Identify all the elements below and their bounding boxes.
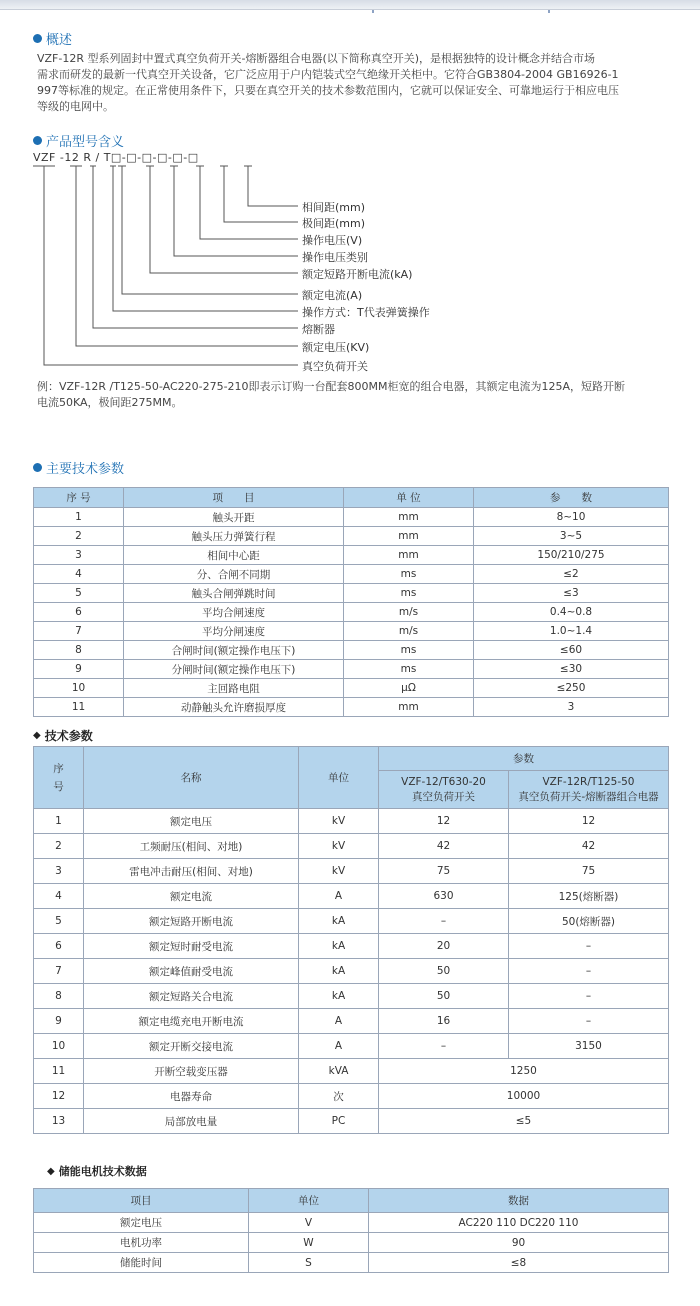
table-cell: 电机功率 xyxy=(34,1233,249,1253)
table-cell: 42 xyxy=(379,834,509,859)
table-cell: kA xyxy=(299,934,379,959)
table-cell: 630 xyxy=(379,884,509,909)
table-cell: 3 xyxy=(34,546,124,565)
table-row xyxy=(34,1233,669,1253)
legend-label: 相间距(mm) xyxy=(302,201,366,214)
table-cell: – xyxy=(509,934,669,959)
table-cell: μΩ xyxy=(344,679,474,698)
table-row xyxy=(34,884,669,909)
tech-params-table xyxy=(33,746,669,1134)
table-cell: 125(熔断器) xyxy=(509,884,669,909)
table-cell: kVA xyxy=(299,1059,379,1084)
table-cell: kA xyxy=(299,959,379,984)
table-row xyxy=(34,584,669,603)
table-cell: – xyxy=(379,909,509,934)
table-cell: 11 xyxy=(34,1059,84,1084)
table-cell: 1 xyxy=(34,508,124,527)
table-cell: W xyxy=(249,1233,369,1253)
tech-params-heading: ◆ 技术参数 xyxy=(33,729,93,743)
table-row xyxy=(34,1059,669,1084)
table-row xyxy=(34,1084,669,1109)
diamond-bullet-icon: ◆ xyxy=(33,730,41,741)
table-cell: 16 xyxy=(379,1009,509,1034)
table-row xyxy=(34,959,669,984)
legend-label: 额定电压(KV) xyxy=(302,341,370,354)
table-cell: m/s xyxy=(344,622,474,641)
table-cell: A xyxy=(299,1034,379,1059)
table-cell: PC xyxy=(299,1109,379,1134)
table-cell: 10 xyxy=(34,1034,84,1059)
table-cell: 储能时间 xyxy=(34,1253,249,1273)
table-cell: kV xyxy=(299,809,379,834)
table-header-row: 序 号 项 目 单 位 参 数 xyxy=(34,488,669,508)
table-cell: 8~10 xyxy=(474,508,669,527)
table-cell: 相间中心距 xyxy=(124,546,344,565)
table-cell: ms xyxy=(344,660,474,679)
table-row xyxy=(34,1109,669,1134)
table-cell: 3~5 xyxy=(474,527,669,546)
motor-table xyxy=(33,1188,669,1273)
table-cell: 额定电压 xyxy=(84,809,299,834)
table-cell: 额定短时耐受电流 xyxy=(84,934,299,959)
table-cell: kA xyxy=(299,909,379,934)
table-row xyxy=(34,641,669,660)
table-cell: – xyxy=(379,1034,509,1059)
table-cell: – xyxy=(509,1009,669,1034)
table-row xyxy=(34,984,669,1009)
table-cell: 8 xyxy=(34,984,84,1009)
table-row xyxy=(34,859,669,884)
table-row xyxy=(34,934,669,959)
table-cell: 次 xyxy=(299,1084,379,1109)
model-heading: 产品型号含义 xyxy=(33,131,124,150)
table-cell: – xyxy=(509,959,669,984)
overview-heading: 概述 xyxy=(33,29,72,48)
table-row xyxy=(34,622,669,641)
table-cell: 触头开距 xyxy=(124,508,344,527)
table-header-row: VZF-12/T630-20 真空负荷开关 VZF-12R/T125-50 真空负荷开关-熔断器组合电器 xyxy=(34,771,669,809)
table-cell: 额定短路开断电流 xyxy=(84,909,299,934)
table-cell: 1.0~1.4 xyxy=(474,622,669,641)
table-cell: 7 xyxy=(34,622,124,641)
legend-label: 操作电压(V) xyxy=(302,234,363,247)
table-cell: 10000 xyxy=(379,1084,669,1109)
table-cell: ≤5 xyxy=(379,1109,669,1134)
table-row xyxy=(34,909,669,934)
table-row xyxy=(34,508,669,527)
table-row xyxy=(34,660,669,679)
table-cell: 额定电压 xyxy=(34,1213,249,1233)
table-cell: 3150 xyxy=(509,1034,669,1059)
table-cell: 局部放电量 xyxy=(84,1109,299,1134)
table-cell: 合闸时间(额定操作电压下) xyxy=(124,641,344,660)
table-cell: 12 xyxy=(34,1084,84,1109)
model-legend-lines xyxy=(0,0,700,380)
table-cell: ms xyxy=(344,584,474,603)
table-cell: 触头压力弹簧行程 xyxy=(124,527,344,546)
table-cell: 电器寿命 xyxy=(84,1084,299,1109)
model-code: VZF -12 R / T□-□-□-□-□-□ xyxy=(33,151,199,164)
table-cell: AC220 110 DC220 110 xyxy=(369,1213,669,1233)
table-cell: 50(熔断器) xyxy=(509,909,669,934)
table-cell: 2 xyxy=(34,834,84,859)
overview-paragraph: VZF-12R 型系列固封中置式真空负荷开关-熔断器组合电器(以下简称真空开关)，是根据独特的设计概念并结合市场 需求而研发的最新一代真空开关设备，它广泛应用于户内铠装式空气绝缘开关柜中。它符合GB3804-2004 GB16926-1 997等标准的规定。在正常使用条件下，只要在真空开关的技术参数范围内，它就可以保证安全、可靠地运行于相应电压 等级的电网中。 xyxy=(37,52,619,113)
table-cell: 12 xyxy=(379,809,509,834)
table-row xyxy=(34,679,669,698)
table-row xyxy=(34,698,669,717)
table-cell: 4 xyxy=(34,884,84,909)
table-cell: mm xyxy=(344,508,474,527)
table-cell: 150/210/275 xyxy=(474,546,669,565)
table-cell: 5 xyxy=(34,584,124,603)
table-cell: 主回路电阻 xyxy=(124,679,344,698)
legend-label: 极间距(mm) xyxy=(302,217,366,230)
table-header-row: 序 号 名称 单位 参数 xyxy=(34,747,669,771)
table-cell: 触头合闸弹跳时间 xyxy=(124,584,344,603)
main-params-heading: 主要技术参数 xyxy=(33,458,124,477)
table-cell: 分、合闸不同期 xyxy=(124,565,344,584)
table-cell: 2 xyxy=(34,527,124,546)
table-cell: 5 xyxy=(34,909,84,934)
table-cell: 额定电缆充电开断电流 xyxy=(84,1009,299,1034)
legend-label: 操作方式：T代表弹簧操作 xyxy=(302,306,430,319)
table-cell: 额定开断交接电流 xyxy=(84,1034,299,1059)
table-cell: 6 xyxy=(34,934,84,959)
table-cell: kA xyxy=(299,984,379,1009)
table-cell: A xyxy=(299,884,379,909)
table-cell: 13 xyxy=(34,1109,84,1134)
table-cell: 平均分闸速度 xyxy=(124,622,344,641)
table-cell: ≤8 xyxy=(369,1253,669,1273)
table-cell: 分闸时间(额定操作电压下) xyxy=(124,660,344,679)
legend-label: 真空负荷开关 xyxy=(302,360,368,373)
table-cell: 7 xyxy=(34,959,84,984)
table-cell: ≤2 xyxy=(474,565,669,584)
table-cell: mm xyxy=(344,546,474,565)
legend-label: 操作电压类别 xyxy=(302,251,368,264)
table-cell: 12 xyxy=(509,809,669,834)
table-cell: 3 xyxy=(34,859,84,884)
table-cell: ≤60 xyxy=(474,641,669,660)
table-row xyxy=(34,1253,669,1273)
table-cell: 20 xyxy=(379,934,509,959)
table-cell: 9 xyxy=(34,660,124,679)
table-cell: ms xyxy=(344,641,474,660)
table-row xyxy=(34,834,669,859)
table-cell: ≤30 xyxy=(474,660,669,679)
legend-label: 额定短路开断电流(kA) xyxy=(302,268,413,281)
table-cell: m/s xyxy=(344,603,474,622)
table-cell: 50 xyxy=(379,984,509,1009)
table-row xyxy=(34,565,669,584)
table-cell: kV xyxy=(299,834,379,859)
table-header-row: 项目 单位 数据 xyxy=(34,1189,669,1213)
table-cell: 10 xyxy=(34,679,124,698)
table-cell: 11 xyxy=(34,698,124,717)
table-row xyxy=(34,603,669,622)
table-cell: kV xyxy=(299,859,379,884)
table-cell: ≤250 xyxy=(474,679,669,698)
table-cell: 1250 xyxy=(379,1059,669,1084)
legend-label: 额定电流(A) xyxy=(302,289,363,302)
table-cell: 4 xyxy=(34,565,124,584)
table-cell: 8 xyxy=(34,641,124,660)
table-cell: 开断空载变压器 xyxy=(84,1059,299,1084)
table-cell: 雷电冲击耐压(相间、对地) xyxy=(84,859,299,884)
table-cell: 平均合闸速度 xyxy=(124,603,344,622)
legend-label: 熔断器 xyxy=(302,323,335,336)
table-cell: 75 xyxy=(509,859,669,884)
table-cell: 额定短路关合电流 xyxy=(84,984,299,1009)
table-cell: 额定电流 xyxy=(84,884,299,909)
table-cell: ≤3 xyxy=(474,584,669,603)
table-cell: 9 xyxy=(34,1009,84,1034)
table-cell: A xyxy=(299,1009,379,1034)
table-cell: 75 xyxy=(379,859,509,884)
table-cell: 额定峰值耐受电流 xyxy=(84,959,299,984)
table-cell: 0.4~0.8 xyxy=(474,603,669,622)
table-cell: 工频耐压(相间、对地) xyxy=(84,834,299,859)
table-cell: 50 xyxy=(379,959,509,984)
table-row xyxy=(34,1213,669,1233)
table-row xyxy=(34,1034,669,1059)
table-cell: 90 xyxy=(369,1233,669,1253)
table-row xyxy=(34,546,669,565)
table-cell: 3 xyxy=(474,698,669,717)
table-cell: mm xyxy=(344,698,474,717)
table-row xyxy=(34,809,669,834)
bullet-dot-icon xyxy=(33,463,42,472)
table-cell: 6 xyxy=(34,603,124,622)
main-params-table xyxy=(33,487,669,717)
diamond-bullet-icon: ◆ xyxy=(47,1165,55,1177)
table-cell: V xyxy=(249,1213,369,1233)
table-cell: 动静触头允许磨损厚度 xyxy=(124,698,344,717)
motor-heading: ◆ 储能电机技术数据 xyxy=(47,1165,147,1178)
table-cell: – xyxy=(509,984,669,1009)
model-example: 例：VZF-12R /T125-50-AC220-275-210即表示订购一台配套800MM柜宽的组合电器，其额定电流为125A，短路开断 电流50KA，极间距275MM。 xyxy=(37,380,626,409)
table-row xyxy=(34,1009,669,1034)
table-cell: mm xyxy=(344,527,474,546)
table-cell: 42 xyxy=(509,834,669,859)
table-cell: ms xyxy=(344,565,474,584)
table-cell: 1 xyxy=(34,809,84,834)
table-row xyxy=(34,527,669,546)
table-cell: S xyxy=(249,1253,369,1273)
